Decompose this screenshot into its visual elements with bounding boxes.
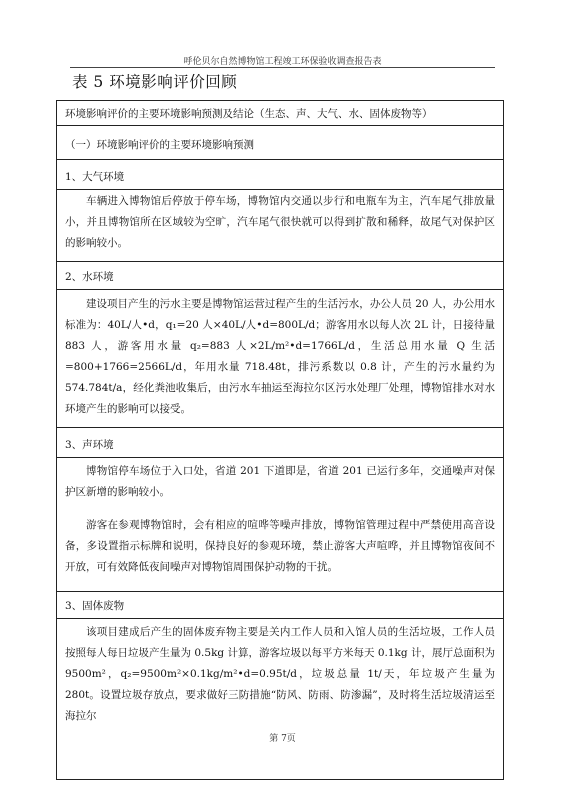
noise-heading: 3、声环境 [65, 439, 114, 451]
row-divider [57, 261, 503, 262]
row-divider [57, 125, 503, 126]
air-text: 车辆进入博物馆后停放于停车场，博物馆内交通以步行和电瓶车为主，汽车尾气排放量小，并且博物馆所在区域较为空旷，汽车尾气很快就可以得到扩散和稀释，故尾气对保护区的影响较小。 [65, 195, 495, 249]
noise-text-1: 博物馆停车场位于入口处，省道 201 下道即是，省道 201 已运行多年，交通噪声对保护区新增的影响较小。 [65, 465, 495, 498]
table-title: 表 5 环境影响评价回顾 [72, 73, 238, 91]
row-heading: 环境影响评价的主要环境影响预测及结论（生态、声、大气、水、固体废物等） [65, 108, 433, 120]
page-header: 呼伦贝尔自然博物馆工程竣工环保验收调查报告表 [183, 57, 382, 67]
review-table [56, 100, 504, 780]
water-text: 建设项目产生的污水主要是博物馆运营过程产生的生活污水，办公人员 20 人，办公用水标准为：40L/人•d，q₁=20 人×40L/人•d=800L/d；游客用水以每人次 2L 计，日接待量 883 人，游客用水量 q₂=883 人×2L/m²•d=1766L/d，生活总用水量 Q 生活=800+1766=2566L/d，年用水量 718.48t，排污系数以 0.8 计，产生的污水量约为 574.784t/a，经化粪池收集后，由污水车抽运至海拉尔区污水处理厂处理，博物馆排水对水环境产生的影响可以接受。 [65, 298, 495, 415]
noise-text-2: 游客在参观博物馆时，会有相应的喧哗等噪声排放，博物馆管理过程中严禁使用高音设备，多设置指示标牌和说明，保持良好的参观环境，禁止游客大声喧哗，并且博物馆夜间不开放，可有效降低夜间噪声对博物馆周围保护动物的干扰。 [65, 519, 495, 573]
water-heading: 2、水环境 [65, 271, 114, 283]
row-divider [57, 189, 503, 190]
page-number: 第 7页 [269, 734, 296, 744]
header-rule [70, 67, 495, 68]
row-divider [57, 457, 503, 458]
row-divider [57, 289, 503, 290]
row-divider [57, 427, 503, 428]
solid-waste-heading: 3、固体废物 [65, 600, 125, 612]
row-divider [57, 159, 503, 160]
section-heading: （一）环境影响评价的主要环境影响预测 [65, 139, 254, 151]
row-divider [57, 591, 503, 592]
air-heading: 1、大气环境 [65, 171, 125, 183]
row-divider [57, 618, 503, 619]
solid-waste-text: 该项目建成后产生的固体废弃物主要是关内工作人员和入馆人员的生活垃圾，工作人员按照每人每日垃圾产生量为 0.5kg 计算，游客垃圾以每平方米每天 0.1kg 计，展厅总面积为 9500m²，q₂=9500m²×0.1kg/m²•d=0.95t/d，垃圾总量 1t/天，年垃圾产生量为 280t。设置垃圾存放点，要求做好三防措施“防风、防雨、防渗漏”，及时将生活垃圾清运至海拉尔 [65, 626, 495, 722]
